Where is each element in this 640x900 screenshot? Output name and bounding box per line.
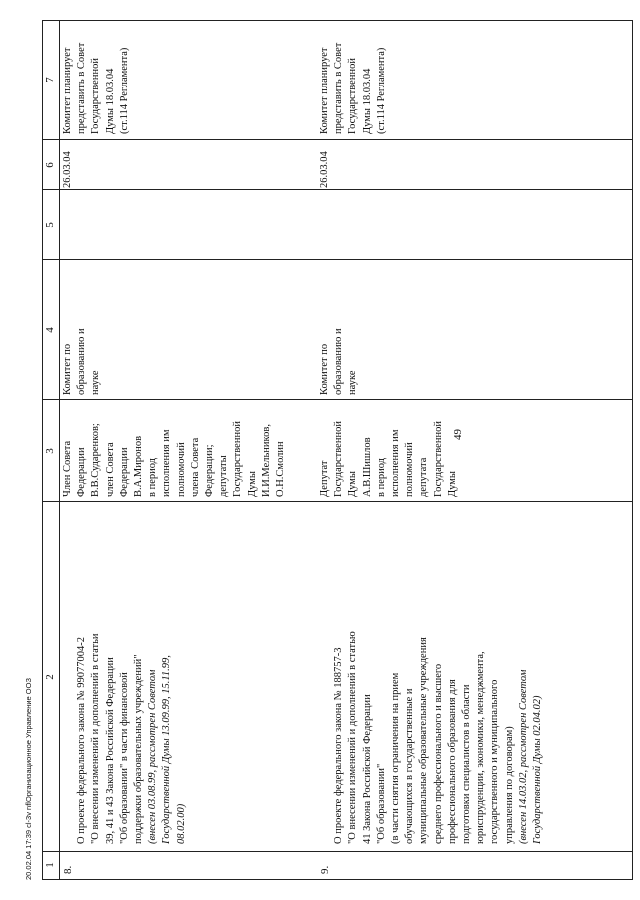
column-number-7: 7	[44, 77, 56, 83]
bill-title-text: О проекте федерального закона № 99077004-2 "О внесении изменений и дополнений в статьи 39, 41 и 43 Закона Российской Федерации "Об образовании" в части финансовой поддержки образовательных учреждений"	[76, 633, 145, 844]
column-number-6: 6	[44, 162, 56, 168]
col-divider-5	[42, 189, 632, 190]
bill-title	[61, 504, 203, 844]
note-value: Комитет планирует представить в Совет Государственной Думы 18.03.04 (ст.114 Регламента)	[62, 42, 130, 134]
col-divider-2	[42, 501, 632, 502]
table-right-border	[42, 20, 632, 21]
responsible-committee: Комитет по образованию и науке	[319, 328, 359, 395]
col-divider-6	[42, 139, 632, 140]
note-value: Комитет планирует представить в Совет Государственной Думы 18.03.04 (ст.114 Регламента)	[319, 42, 387, 134]
col-divider-3	[42, 399, 632, 400]
table-left-border	[42, 879, 632, 880]
column-number-3: 3	[44, 448, 56, 454]
bill-author: Депутат Государственной Думы А.В.Шишлов в период исполнения им полномочий депутата Государственной Думы	[319, 421, 458, 497]
bill-title	[318, 504, 559, 844]
col-divider-1	[42, 851, 632, 852]
responsible-committee: Комитет по образованию и науке	[62, 328, 102, 395]
date-value: 26.03.04	[319, 151, 330, 188]
header-row-border	[59, 20, 60, 880]
row-number: 8.	[62, 865, 74, 874]
column-number-1: 1	[44, 862, 56, 868]
bill-title-note: (внесен 03.08.99, рассмотрен Советом Государственной Думы 13.09.99, 15.11.99, 08.02.00)	[147, 655, 187, 844]
page-number: 49	[452, 429, 464, 440]
bill-author: Член Совета Федерации В.В.Сударенков; член Совета Федерации В.А.Миронов в период исполнения им полномочий члена Совета Федерации; депутаты Государственной Думы И.И.Мельников, О.Н.Смолин	[62, 421, 287, 497]
table-top-border	[42, 20, 43, 880]
column-number-5: 5	[44, 222, 56, 228]
rotated-document-page	[24, 20, 632, 880]
column-number-4: 4	[44, 327, 56, 333]
column-number-2: 2	[44, 674, 56, 680]
date-value: 26.03.04	[62, 151, 73, 188]
bill-title-note: (внесен 14.03.02, рассмотрен Советом Государственной Думы 02.04.02)	[517, 669, 544, 844]
page-footer: 20.02.04 17:39 cl-3v nflОрганизационное Управление ООЗ	[24, 678, 33, 880]
col-divider-4	[42, 259, 632, 260]
bill-title-text: О проекте федерального закона № 188757-3 "О внесении изменений и дополнений в статью 41 Закона Российской Федерации "Об образовании" (в части снятия ограничения на прием обучающихся в государственные и муниципальные образовательные учреждения среднего профессионального и высшего профессионального образования для подготовки специалистов в области юриспруденции, экономики, менеджмента, государственного и муниципального управления по договорам)	[333, 631, 515, 844]
row-number: 9.	[319, 865, 331, 874]
table-bottom-border	[632, 20, 633, 880]
